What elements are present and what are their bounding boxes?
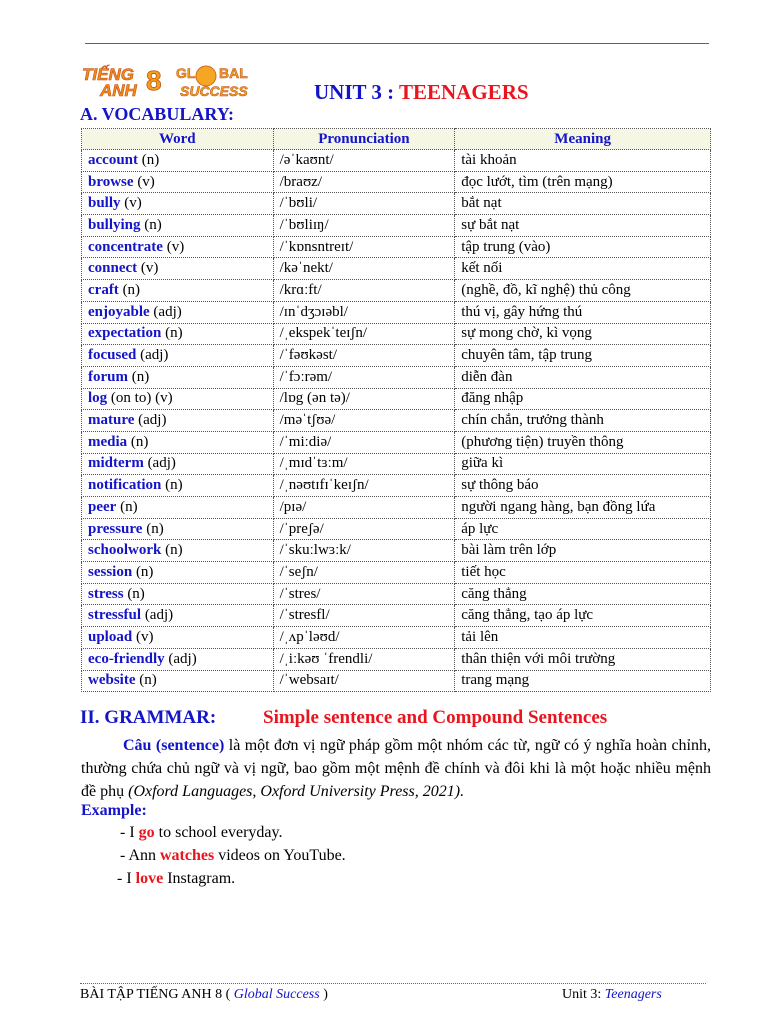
vocab-word: stress <box>88 585 124 602</box>
grammar-heading <box>80 707 720 729</box>
part-of-speech: (adj) <box>153 303 182 320</box>
vocabulary-table <box>81 128 711 692</box>
meaning-cell: thú vị, gây hứng thú <box>455 301 711 323</box>
table-row <box>82 453 711 475</box>
pronunciation-cell: /ˈskuːlwɜːk/ <box>273 540 455 562</box>
part-of-speech: (adj) <box>147 455 176 472</box>
table-row <box>82 171 711 193</box>
vocab-word: log <box>88 390 108 407</box>
part-of-speech: (n) <box>146 520 164 537</box>
example-sentence-2: - Ann watches videos on YouTube. <box>120 847 346 864</box>
table-row <box>82 258 711 280</box>
part-of-speech: (n) <box>139 672 157 689</box>
vocab-word: mature <box>88 412 135 429</box>
word-cell <box>82 431 274 453</box>
meaning-cell: kết nối <box>455 258 711 280</box>
vocab-word: media <box>88 433 128 450</box>
part-of-speech: (on to) (v) <box>110 390 173 407</box>
column-header-meaning: Meaning <box>455 129 711 150</box>
word-cell <box>82 627 274 649</box>
word-cell <box>82 670 274 692</box>
table-row <box>82 410 711 432</box>
example-verb: love <box>135 870 164 887</box>
vocab-word: account <box>88 151 138 168</box>
part-of-speech: (adj) <box>140 347 169 364</box>
table-row <box>82 150 711 172</box>
pronunciation-cell: /ˌekspekˈteɪʃn/ <box>273 323 455 345</box>
meaning-cell: chín chắn, trưởng thành <box>455 410 711 432</box>
word-cell <box>82 648 274 670</box>
pronunciation-cell: /ˈbʊliɪŋ/ <box>273 215 455 237</box>
meaning-cell: sự bắt nạt <box>455 215 711 237</box>
pronunciation-cell: /ɪnˈdʒɔɪəbl/ <box>273 301 455 323</box>
table-row <box>82 518 711 540</box>
word-cell <box>82 258 274 280</box>
footer-divider <box>80 983 706 984</box>
part-of-speech: (n) <box>135 563 154 580</box>
footer-book-title: BÀI TẬP TIẾNG ANH 8 ( Global Success ) <box>80 987 328 1002</box>
word-cell <box>82 193 274 215</box>
meaning-cell: người ngang hàng, bạn đồng lứa <box>455 497 711 519</box>
meaning-cell: giữa kì <box>455 453 711 475</box>
table-row <box>82 388 711 410</box>
table-row <box>82 236 711 258</box>
pronunciation-cell: /ˈstres/ <box>273 583 455 605</box>
table-row <box>82 648 711 670</box>
vocab-word: focused <box>88 347 137 364</box>
part-of-speech: (n) <box>122 281 141 298</box>
pronunciation-cell: /ˈseʃn/ <box>273 562 455 584</box>
footer-unit: Unit 3: Teenagers <box>562 987 662 1002</box>
vocab-word: notification <box>88 477 162 494</box>
svg-text:SUCCESS: SUCCESS <box>180 83 248 99</box>
svg-text:TIẾNG: TIẾNG <box>82 65 134 84</box>
pronunciation-cell: /ˈpreʃə/ <box>273 518 455 540</box>
meaning-cell: thân thiện với môi trường <box>455 648 711 670</box>
grammar-title: II. GRAMMAR: <box>80 707 217 728</box>
part-of-speech: (n) <box>130 433 149 450</box>
part-of-speech: (n) <box>165 542 183 559</box>
table-row <box>82 497 711 519</box>
unit-title: UNIT 3 : TEENAGERS <box>314 80 529 104</box>
pronunciation-cell: /lɒg (ən tə)/ <box>273 388 455 410</box>
vocab-word: upload <box>88 628 133 645</box>
table-row <box>82 193 711 215</box>
table-header-row <box>82 129 711 150</box>
pronunciation-cell: /ˈstresfl/ <box>273 605 455 627</box>
vocab-word: bully <box>88 195 121 212</box>
word-cell <box>82 150 274 172</box>
meaning-cell: (nghề, đồ, kĩ nghệ) thủ công <box>455 280 711 302</box>
table-row <box>82 627 711 649</box>
svg-text:GL: GL <box>176 65 196 81</box>
part-of-speech: (n) <box>144 216 162 233</box>
meaning-cell: diễn đàn <box>455 366 711 388</box>
part-of-speech: (n) <box>127 585 145 602</box>
pronunciation-cell: /ˈfəʊkəst/ <box>273 345 455 367</box>
vocab-word: forum <box>88 368 128 385</box>
meaning-cell: tập trung (vào) <box>455 236 711 258</box>
table-row <box>82 431 711 453</box>
pronunciation-cell: /braʊz/ <box>273 171 455 193</box>
table-row <box>82 540 711 562</box>
meaning-cell: trang mạng <box>455 670 711 692</box>
vocab-word: peer <box>88 498 117 515</box>
pronunciation-cell: /ˈfɔːrəm/ <box>273 366 455 388</box>
word-cell <box>82 236 274 258</box>
svg-text:BAL: BAL <box>219 65 248 81</box>
vocab-word: midterm <box>88 455 144 472</box>
meaning-cell: đăng nhập <box>455 388 711 410</box>
pronunciation-cell: /pɪə/ <box>273 497 455 519</box>
top-divider <box>85 43 709 44</box>
meaning-cell: tài khoản <box>455 150 711 172</box>
vocab-word: pressure <box>88 520 143 537</box>
meaning-cell: sự thông báo <box>455 475 711 497</box>
pronunciation-cell: /ˈkɒnsntreɪt/ <box>273 236 455 258</box>
pronunciation-cell: /ˌnəʊtɪfɪˈkeɪʃn/ <box>273 475 455 497</box>
vocab-word: expectation <box>88 325 162 342</box>
pronunciation-cell: /ˈmiːdiə/ <box>273 431 455 453</box>
example-verb: watches <box>160 847 215 864</box>
part-of-speech: (v) <box>140 260 159 277</box>
word-cell <box>82 410 274 432</box>
word-cell <box>82 323 274 345</box>
word-cell <box>82 562 274 584</box>
word-cell <box>82 475 274 497</box>
meaning-cell: đọc lướt, tìm (trên mạng) <box>455 171 711 193</box>
table-row <box>82 366 711 388</box>
word-cell <box>82 453 274 475</box>
part-of-speech: (adj) <box>144 607 174 624</box>
table-row <box>82 345 711 367</box>
table-row <box>82 215 711 237</box>
vocab-word: concentrate <box>88 238 163 255</box>
word-cell <box>82 388 274 410</box>
svg-text:ANH: ANH <box>100 81 137 100</box>
svg-text:8: 8 <box>146 65 162 96</box>
grammar-topic: Simple sentence and Compound Sentences <box>263 707 608 728</box>
part-of-speech: (n) <box>131 368 150 385</box>
meaning-cell: tiết học <box>455 562 711 584</box>
word-cell <box>82 280 274 302</box>
table-row <box>82 323 711 345</box>
column-header-word: Word <box>82 129 274 150</box>
part-of-speech: (v) <box>124 195 142 212</box>
column-header-pronunciation: Pronunciation <box>273 129 455 150</box>
word-cell <box>82 215 274 237</box>
meaning-cell: bắt nạt <box>455 193 711 215</box>
meaning-cell: (phương tiện) truyền thông <box>455 431 711 453</box>
word-cell <box>82 345 274 367</box>
table-row <box>82 670 711 692</box>
example-sentence-1: - I go to school everyday. <box>120 824 283 841</box>
part-of-speech: (adj) <box>138 412 167 429</box>
vocab-word: session <box>88 563 133 580</box>
vocab-word: stressful <box>88 607 142 624</box>
word-cell <box>82 518 274 540</box>
vocab-word: website <box>88 672 136 689</box>
sentence-definition <box>81 734 711 803</box>
meaning-cell: tải lên <box>455 627 711 649</box>
vocab-word: eco-friendly <box>88 650 165 667</box>
word-cell <box>82 301 274 323</box>
meaning-cell: sự mong chờ, kì vọng <box>455 323 711 345</box>
table-row <box>82 475 711 497</box>
table-row <box>82 583 711 605</box>
pronunciation-cell: /məˈtʃʊə/ <box>273 410 455 432</box>
pronunciation-cell: /ˌiːkəʊ ˈfrendli/ <box>273 648 455 670</box>
part-of-speech: (v) <box>166 238 185 255</box>
vocabulary-heading: A. VOCABULARY: <box>80 104 235 124</box>
table-row <box>82 301 711 323</box>
meaning-cell: bài làm trên lớp <box>455 540 711 562</box>
part-of-speech: (n) <box>165 325 183 342</box>
pronunciation-cell: /əˈkaʊnt/ <box>273 150 455 172</box>
meaning-cell: căng thẳng, tạo áp lực <box>455 605 711 627</box>
pronunciation-cell: /krɑːft/ <box>273 280 455 302</box>
word-cell <box>82 583 274 605</box>
meaning-cell: chuyên tâm, tập trung <box>455 345 711 367</box>
example-sentence-3: - I love Instagram. <box>117 870 236 887</box>
part-of-speech: (adj) <box>168 650 197 667</box>
pronunciation-cell: /ˌʌpˈləʊd/ <box>273 627 455 649</box>
table-row <box>82 280 711 302</box>
pronunciation-cell: /kəˈnekt/ <box>273 258 455 280</box>
meaning-cell: căng thẳng <box>455 583 711 605</box>
part-of-speech: (n) <box>141 151 160 168</box>
meaning-cell: áp lực <box>455 518 711 540</box>
example-label: Example: <box>81 802 147 819</box>
vocab-word: bullying <box>88 216 141 233</box>
word-cell <box>82 540 274 562</box>
vocab-word: schoolwork <box>88 542 162 559</box>
word-cell <box>82 366 274 388</box>
part-of-speech: (v) <box>137 173 155 190</box>
vocab-word: enjoyable <box>88 303 150 320</box>
word-cell <box>82 497 274 519</box>
vocab-word: browse <box>88 173 134 190</box>
table-row <box>82 605 711 627</box>
book-logo <box>80 56 264 102</box>
vocab-word: craft <box>88 281 119 298</box>
table-row <box>82 562 711 584</box>
definition-term: Câu (sentence) <box>123 737 225 754</box>
part-of-speech: (n) <box>120 498 138 515</box>
definition-citation: (Oxford Languages, Oxford University Press, 2021). <box>128 783 465 800</box>
pronunciation-cell: /ˈbʊli/ <box>273 193 455 215</box>
pronunciation-cell: /ˈwebsaɪt/ <box>273 670 455 692</box>
example-verb: go <box>138 824 155 841</box>
part-of-speech: (v) <box>135 628 154 645</box>
word-cell <box>82 171 274 193</box>
vocab-word: connect <box>88 260 138 277</box>
definition-text: là một đơn vị ngữ pháp gồm một nhóm các từ, ngữ có ý nghĩa hoàn chỉnh, thường chứa chủ ngữ và vị ngữ, bao gồm một mệnh đề chính và đôi khi là một hoặc nhiều mệnh đề phụ <box>81 737 711 800</box>
part-of-speech: (n) <box>165 477 183 494</box>
pronunciation-cell: /ˌmɪdˈtɜːm/ <box>273 453 455 475</box>
word-cell <box>82 605 274 627</box>
